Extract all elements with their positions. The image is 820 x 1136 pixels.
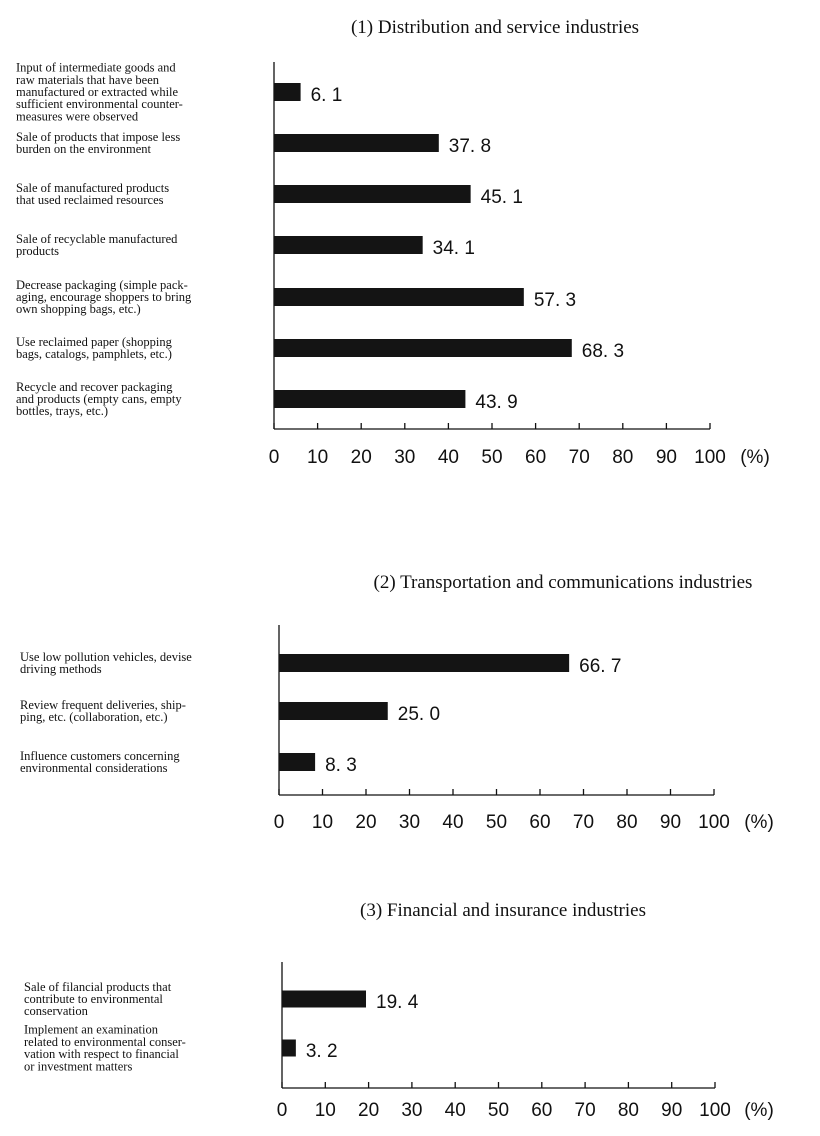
bar (274, 288, 524, 306)
x-axis-unit: (%) (744, 812, 774, 833)
x-tick-label: 60 (531, 1100, 553, 1121)
x-tick-label: 50 (485, 812, 508, 833)
category-label-line: driving methods (20, 662, 102, 677)
category-label-line: related to environmental conser- (24, 1034, 186, 1049)
x-tick-label: 20 (358, 1100, 380, 1121)
category-label-line: sufficient environmental counter- (16, 97, 183, 112)
category-label-line: and products (empty cans, empty (16, 392, 182, 406)
chart-panel-3 (24, 900, 774, 1121)
x-tick-label: 80 (617, 1100, 639, 1121)
category-label (16, 335, 173, 361)
category-label (16, 61, 183, 124)
category-label-line: Decrease packaging (simple pack- (16, 277, 188, 292)
x-tick-label: 100 (699, 1100, 731, 1121)
x-tick-label: 40 (437, 447, 459, 468)
category-label-line: conservation (24, 1004, 88, 1019)
bar-value-label: 3. 2 (305, 1041, 338, 1062)
bar (282, 991, 366, 1008)
category-label-line: aging, encourage shoppers to bring (16, 290, 192, 304)
bar-value-label: 66. 7 (579, 656, 622, 677)
category-label-line: measures were observed (16, 109, 139, 124)
category-label-line: Implement an examination (24, 1022, 158, 1037)
category-label-line: that used reclaimed resources (16, 193, 164, 208)
category-label (16, 181, 169, 207)
x-tick-label: 60 (525, 447, 547, 468)
x-tick-label: 0 (268, 447, 280, 468)
category-label (24, 980, 172, 1018)
chart-title: (1) Distribution and service industries (350, 17, 640, 38)
x-tick-label: 50 (487, 1100, 510, 1121)
x-tick-label: 100 (694, 447, 726, 468)
bar (274, 236, 423, 254)
category-label-line: Review frequent deliveries, ship- (20, 697, 186, 712)
chart-title: (2) Transportation and communications industries (373, 572, 753, 593)
bar-value-label: 6. 1 (310, 85, 343, 106)
bar-value-label: 45. 1 (480, 187, 523, 208)
category-label-line: vation with respect to financial (24, 1047, 179, 1062)
x-tick-label: 10 (307, 447, 329, 468)
category-label-line: burden on the environment (16, 142, 152, 157)
category-label-line: Input of intermediate goods and (16, 60, 176, 75)
bar (279, 654, 569, 672)
category-label (16, 380, 182, 418)
category-label (16, 232, 178, 258)
category-label (20, 749, 180, 775)
bar (274, 83, 301, 101)
x-tick-label: 90 (655, 447, 677, 468)
category-label-line: environmental considerations (20, 761, 168, 776)
bar-value-label: 25. 0 (397, 704, 441, 725)
category-label-line: Sale of recyclable manufactured (16, 231, 178, 246)
category-label (16, 130, 180, 156)
x-tick-label: 10 (314, 1100, 336, 1121)
x-tick-label: 70 (574, 1100, 596, 1121)
bar (274, 134, 439, 152)
x-tick-label: 90 (661, 1100, 683, 1121)
x-tick-label: 60 (529, 812, 551, 833)
x-tick-label: 0 (276, 1100, 288, 1121)
x-tick-label: 30 (398, 812, 421, 833)
category-label-line: bags, catalogs, pamphlets, etc.) (16, 347, 172, 362)
category-label-line: bottles, trays, etc.) (16, 404, 108, 419)
bar-value-label: 43. 9 (475, 392, 518, 413)
x-tick-label: 10 (311, 812, 334, 833)
category-label-line: Recycle and recover packaging (16, 379, 173, 394)
bar (274, 339, 572, 357)
bar-value-label: 8. 3 (325, 755, 357, 776)
x-tick-label: 20 (350, 447, 372, 468)
x-tick-label: 40 (444, 1100, 466, 1121)
category-label-line: raw materials that have been (16, 72, 159, 87)
x-tick-label: 20 (355, 812, 377, 833)
x-tick-label: 30 (394, 447, 416, 468)
x-tick-label: 80 (612, 447, 634, 468)
category-label-line: Sale of manufactured products (16, 180, 170, 195)
category-label-line: Use reclaimed paper (shopping (16, 334, 172, 349)
category-label-line: Use low pollution vehicles, devise (20, 649, 192, 664)
x-tick-label: 70 (568, 447, 590, 468)
x-tick-label: 100 (698, 812, 730, 833)
x-tick-label: 50 (481, 447, 503, 468)
x-tick-label: 70 (572, 812, 595, 833)
x-tick-label: 30 (401, 1100, 423, 1121)
category-label-line: products (16, 244, 60, 259)
bar (279, 702, 388, 720)
category-label-line: Sale of filancial products that (24, 979, 172, 994)
x-axis-unit: (%) (740, 447, 770, 468)
x-tick-label: 90 (659, 812, 682, 833)
bar (282, 1040, 296, 1057)
x-tick-label: 40 (442, 812, 464, 833)
category-label-line: ping, etc. (collaboration, etc.) (20, 710, 168, 725)
category-label (16, 278, 192, 316)
x-tick-label: 80 (616, 812, 638, 833)
bar (279, 753, 315, 771)
chart-title: (3) Financial and insurance industries (360, 900, 646, 921)
bar-value-label: 57. 3 (533, 290, 577, 311)
category-label-line: contribute to environmental (24, 992, 163, 1006)
category-label-line: Influence customers concerning (20, 748, 180, 763)
bar-value-label: 19. 4 (376, 992, 419, 1013)
bar-value-label: 37. 8 (448, 136, 492, 157)
category-label (20, 698, 186, 724)
category-label-line: own shopping bags, etc.) (16, 302, 141, 317)
bar-value-label: 34. 1 (432, 238, 475, 259)
bar (274, 390, 465, 408)
category-label-line: Sale of products that impose less (16, 129, 181, 144)
chart-panel-2 (20, 572, 774, 833)
bar (274, 185, 471, 203)
category-label (24, 1023, 186, 1074)
x-axis-unit: (%) (744, 1100, 774, 1121)
x-tick-label: 0 (273, 812, 285, 833)
chart-panel-1 (16, 17, 770, 468)
category-label-line: manufactured or extracted while (16, 85, 179, 99)
bar-value-label: 68. 3 (581, 341, 625, 362)
category-label (20, 650, 192, 676)
category-label-line: or investment matters (24, 1059, 133, 1074)
